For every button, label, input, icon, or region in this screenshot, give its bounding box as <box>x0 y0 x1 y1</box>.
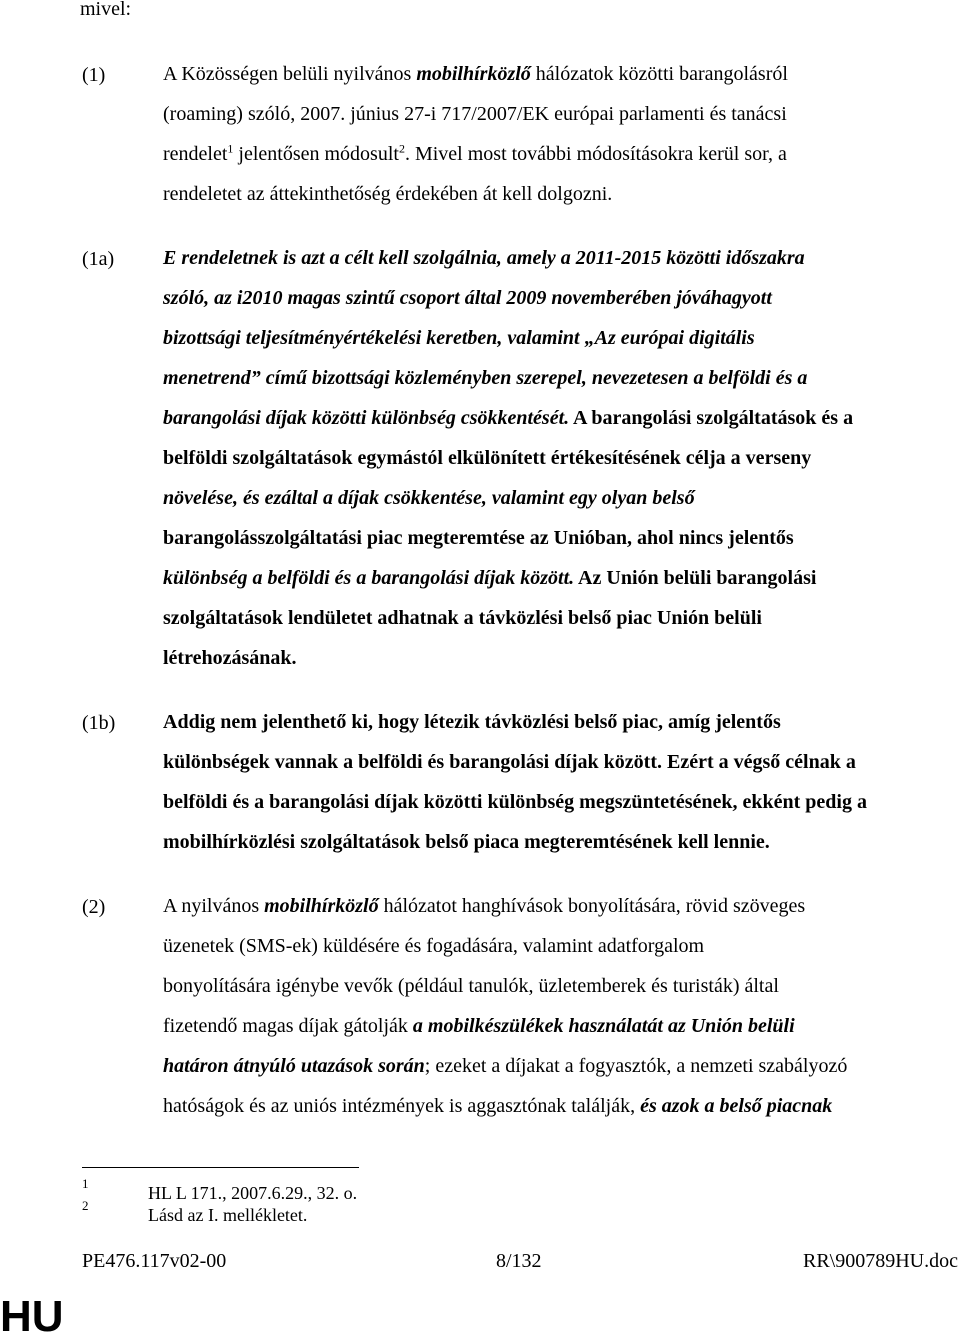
recital-line: növelése, és ezáltal a díjak csökkentése, valamint egy olyan belső <box>163 487 695 509</box>
recital-line: A nyilvános mobilhírközlő hálózatot hanghívások bonyolítására, rövid szöveges <box>163 895 806 917</box>
emphasis-text: mobilhírközlő <box>264 895 379 917</box>
recital-line: létrehozásának. <box>163 647 297 669</box>
recital-line: különbség a belföldi és a barangolási díjak között. Az Unión belüli barangolási <box>163 567 817 589</box>
recital-line: hatóságok és az uniós intézmények is aggasztónak találják, és azok a belső piacnak <box>163 1095 833 1117</box>
emphasis-text: a mobilkészülékek használatát az Unión belüli <box>412 1015 795 1037</box>
footnote-mark-2: 2 <box>82 1198 89 1213</box>
recital-1-text <box>163 54 958 214</box>
footnote-ref-2: 2 <box>398 141 405 156</box>
footnote-mark-1: 1 <box>82 1176 89 1191</box>
recital-1a-number: (1a) <box>82 248 115 270</box>
footnote-text-1: HL L 171., 2007.6.29., 32. o. <box>148 1183 358 1203</box>
emphasis-text: mobilhírközlő <box>416 63 531 85</box>
recital-line: különbségek vannak a belföldi és barangolási díjak között. Ezért a végső célnak a <box>163 751 856 773</box>
footnote-divider <box>82 1167 359 1168</box>
recital-line: üzenetek (SMS-ek) küldésére és fogadására, valamint adatforgalom <box>163 935 705 957</box>
recital-line: A Közösségen belüli nyilvános mobilhírközlő hálózatok közötti barangolásról <box>163 63 788 85</box>
footer-page-number: 8/132 <box>496 1250 542 1272</box>
recital-line: rendelet$^1$ jelentősen módosult$^2$. Mivel most további módosításokra kerül sor, a <box>163 141 787 165</box>
recital-2-number: (2) <box>82 896 106 918</box>
recital-line: bizottsági teljesítményértékelési keretben, valamint „Az európai digitális <box>163 327 755 349</box>
recital-line: E rendeletnek is azt a célt kell szolgálnia, amely a 2011-2015 közötti időszakra <box>163 247 805 269</box>
recital-line: (roaming) szóló, 2007. június 27-i 717/2007/EK európai parlamenti és tanácsi <box>163 103 787 125</box>
footer-file-ref: RR\900789HU.doc <box>803 1250 958 1272</box>
language-code: HU <box>0 1292 64 1341</box>
emphasis-text: határon átnyúló utazások során <box>163 1055 425 1077</box>
recital-line: szóló, az i2010 magas szintű csoport által 2009 novemberében jóváhagyott <box>163 287 772 309</box>
intro-text: mivel: <box>80 0 132 20</box>
recital-line: szolgáltatások lendületet adhatnak a távközlési belső piac Unión belüli <box>163 607 762 629</box>
recital-line: barangolásszolgáltatási piac megteremtése az Unióban, ahol nincs jelentős <box>163 527 794 549</box>
recital-line: fizetendő magas díjak gátolják a mobilkészülékek használatát az Unión belüli <box>163 1015 795 1037</box>
recital-1b-text <box>163 702 958 862</box>
recital-line: menetrend” című bizottsági közleményben szerepel, nevezetesen a belföldi és a <box>163 367 808 389</box>
recital-2-text <box>163 886 958 1126</box>
emphasis-text: és azok a belső piacnak <box>640 1095 833 1117</box>
recital-line: mobilhírközlési szolgáltatások belső piaca megteremtésének kell lennie. <box>163 831 770 853</box>
recital-1a-text <box>163 238 958 678</box>
recital-line: belföldi és a barangolási díjak közötti különbség megszüntetésének, ekként pedig a <box>163 791 867 813</box>
recital-line: bonyolítására igénybe vevők (például tanulók, üzletemberek és turisták) által <box>163 975 779 997</box>
recital-line: Addig nem jelenthető ki, hogy létezik távközlési belső piac, amíg jelentős <box>163 711 781 733</box>
recital-1-number: (1) <box>82 64 106 86</box>
recital-line: rendeletet az áttekinthetőség érdekében át kell dolgozni. <box>163 183 613 205</box>
footer-doc-ref: PE476.117v02-00 <box>82 1250 227 1272</box>
footnote-ref-1: 1 <box>227 141 234 156</box>
recital-line: belföldi szolgáltatások egymástól elkülönített értékesítésének célja a verseny <box>163 447 812 469</box>
footnote-text-2: Lásd az I. mellékletet. <box>148 1205 308 1225</box>
recital-line: határon átnyúló utazások során; ezeket a díjakat a fogyasztók, a nemzeti szabályozó <box>163 1055 848 1077</box>
recital-1b-number: (1b) <box>82 712 116 734</box>
recital-line: barangolási díjak közötti különbség csökkentését. A barangolási szolgáltatások és a <box>163 407 854 429</box>
